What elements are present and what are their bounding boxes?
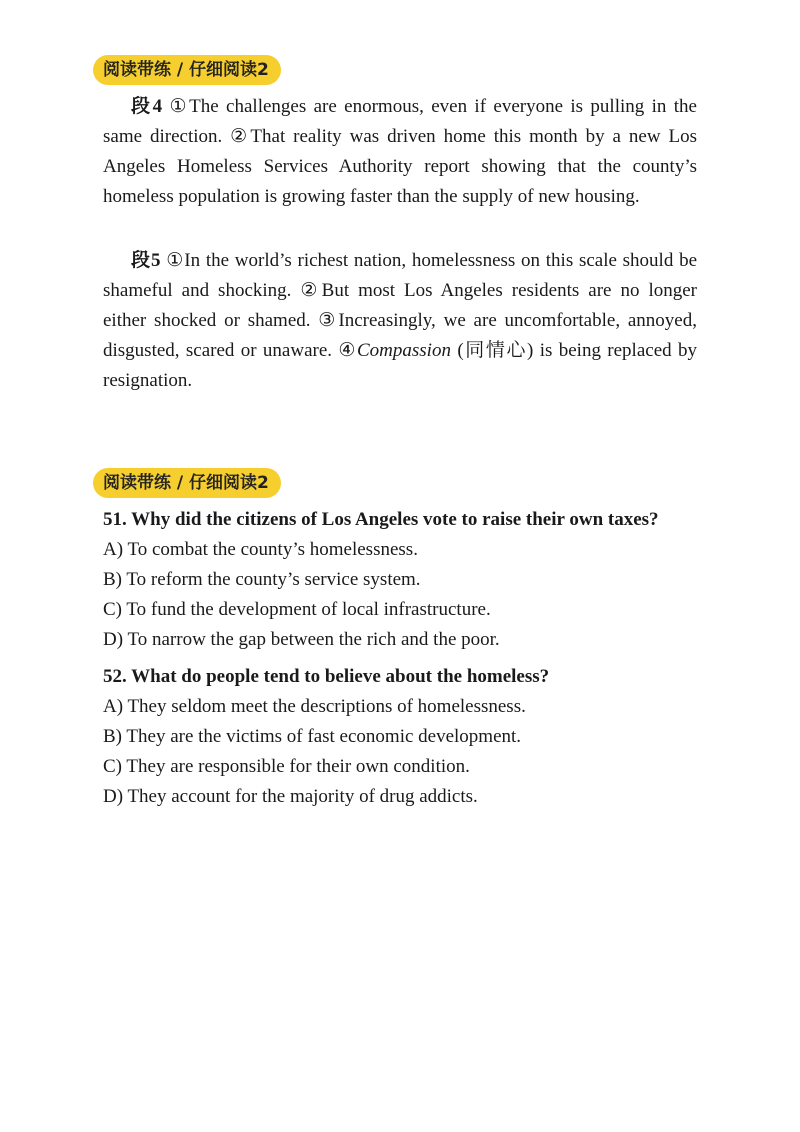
section-tag-1: 阅读带练 / 仔细阅读2 [93,55,281,85]
question-52 [103,662,703,812]
paragraph-5 [103,246,697,396]
option-a: A) To combat the county’s homelessness. [103,539,418,560]
option-c: C) To fund the development of local infrastructure. [103,599,491,620]
option-c: C) They are responsible for their own condition. [103,756,470,777]
option-a: A) They seldom meet the descriptions of homelessness. [103,696,526,717]
paragraph-label: 段4 [131,96,163,117]
option-b: B) They are the victims of fast economic development. [103,726,522,747]
paragraph-text-end: (同情心) is being replaced by resignation. [103,340,697,391]
section-tag-2: 阅读带练 / 仔细阅读2 [93,468,281,498]
option-d: D) To narrow the gap between the rich and the poor. [103,629,500,650]
paragraph-4 [103,92,697,212]
paragraph-text: ①In the world’s richest nation, homelessness on this scale should be shameful and shocking. ②But most Los Angeles residents are no longer either shocked or shamed. ③Increasingly, we are uncomfortable, annoyed, disgusted, scared or unaware. ④ [103,250,697,361]
question-51 [103,505,703,655]
question-stem: 52. What do people tend to believe about the homeless? [103,666,550,687]
question-stem: 51. Why did the citizens of Los Angeles vote to raise their own taxes? [103,509,659,530]
option-b: B) To reform the county’s service system. [103,569,421,590]
paragraph-label: 段5 [131,250,161,271]
paragraph-text: ①The challenges are enormous, even if everyone is pulling in the same direction. ②That reality was driven home this month by a new Los Angeles Homeless Services Authority report showing that the county’s homeless population is growing faster than the supply of new housing. [103,96,697,207]
italic-term: Compassion [357,340,451,361]
option-d: D) They account for the majority of drug addicts. [103,786,478,807]
